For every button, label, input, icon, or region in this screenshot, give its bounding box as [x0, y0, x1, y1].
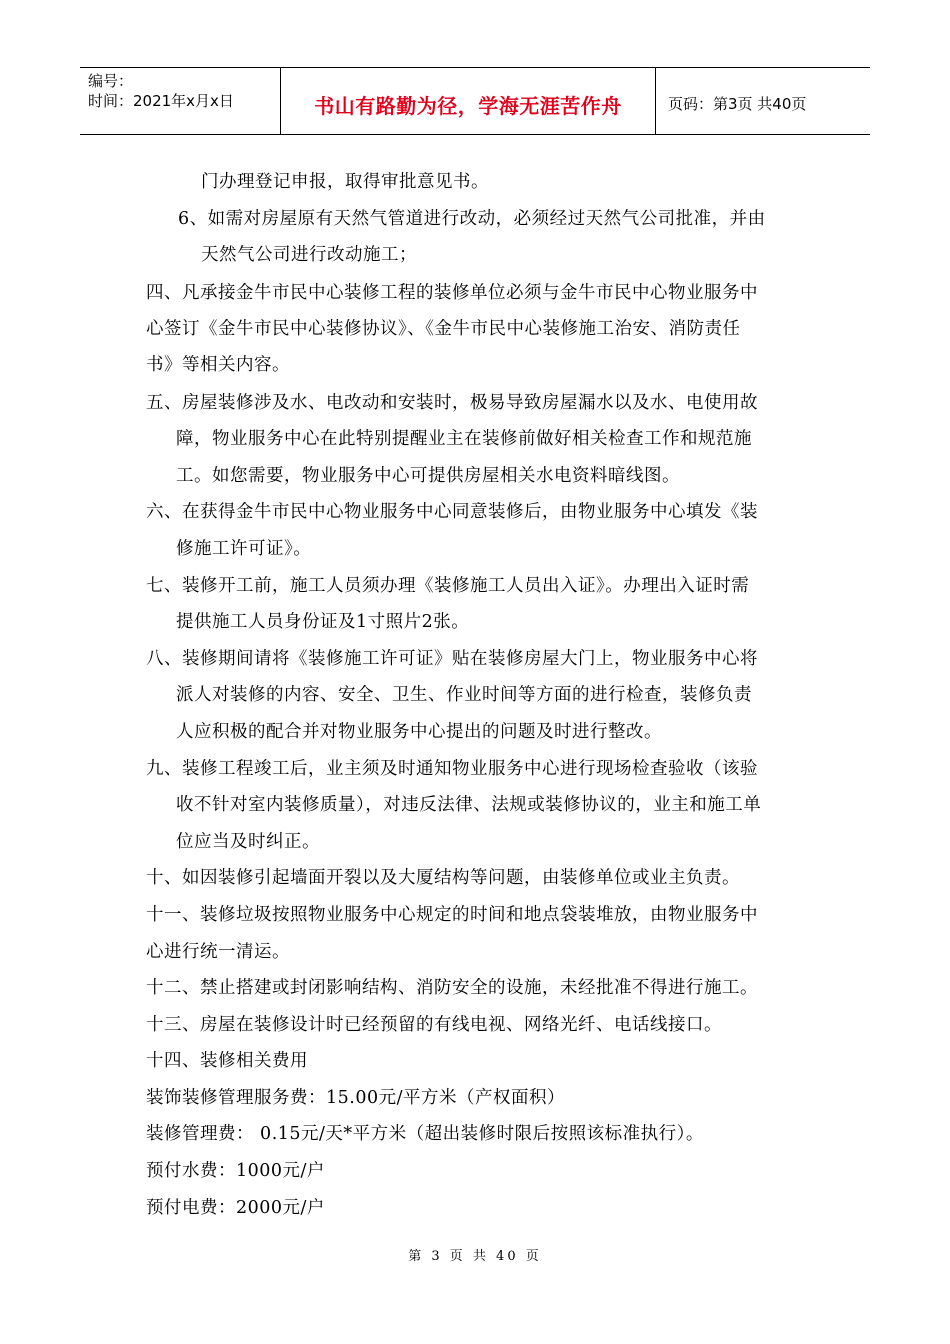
body-line: 十二、禁止搭建或封闭影响结构、消防安全的设施，未经批准不得进行施工。 [146, 978, 758, 998]
body-line: 人应积极的配合并对物业服务中心提出的问题及时进行整改。 [176, 722, 662, 742]
body-line: 九、装修工程竣工后，业主须及时通知物业服务中心进行现场检查验收（该验 [146, 759, 758, 779]
body-line: 6、如需对房屋原有天然气管道进行改动，必须经过天然气公司批准，并由 [178, 209, 766, 229]
body-line: 十四、装修相关费用 [146, 1051, 308, 1071]
body-line: 工。如您需要，物业服务中心可提供房屋相关水电资料暗线图。 [176, 466, 680, 486]
page-header [80, 67, 870, 135]
header-page-number: 页码：第3页 共40页 [668, 94, 807, 113]
body-line: 五、房屋装修涉及水、电改动和安装时，极易导致房屋漏水以及水、电使用故 [146, 393, 758, 413]
body-line: 书》等相关内容。 [146, 355, 290, 375]
body-line: 四、凡承接金牛市民中心装修工程的装修单位必须与金牛市民中心物业服务中 [146, 283, 758, 303]
body-line: 预付水费：1000元/户 [146, 1161, 325, 1181]
body-line: 六、在获得金牛市民中心物业服务中心同意装修后，由物业服务中心填发《装 [146, 502, 758, 522]
body-line: 收不针对室内装修质量），对违反法律、法规或装修协议的，业主和施工单 [176, 795, 762, 815]
body-line: 十三、房屋在装修设计时已经预留的有线电视、网络光纤、电话线接口。 [146, 1015, 722, 1035]
body-line: 天然气公司进行改动施工； [201, 245, 417, 265]
header-motto: 书山有路勤为径，学海无涯苦作舟 [314, 93, 622, 118]
body-line: 心签订《金牛市民中心装修协议》、《金牛市民中心装修施工治安、消防责任 [146, 319, 741, 339]
header-page-cell [656, 68, 870, 134]
header-motto-cell [281, 68, 656, 134]
body-line: 心进行统一清运。 [146, 942, 290, 962]
date-label: 时间：2021年x月x日 [88, 92, 234, 110]
body-line: 门办理登记申报，取得审批意见书。 [201, 172, 489, 192]
body-line: 派人对装修的内容、安全、卫生、作业时间等方面的进行检查，装修负责 [176, 685, 752, 705]
body-line: 八、装修期间请将《装修施工许可证》贴在装修房屋大门上，物业服务中心将 [146, 649, 758, 669]
page-footer: 第 3 页 共 40 页 [408, 1249, 542, 1264]
body-line: 预付电费：2000元/户 [146, 1198, 325, 1218]
body-line: 障，物业服务中心在此特别提醒业主在装修前做好相关检查工作和规范施 [176, 429, 752, 449]
body-line: 修施工许可证》。 [176, 539, 312, 559]
serial-number-label: 编号： [88, 72, 134, 90]
header-meta [80, 68, 281, 134]
body-line: 提供施工人员身份证及1寸照片2张。 [176, 612, 470, 632]
body-line: 装饰装修管理服务费：15.00元/平方米（产权面积） [146, 1088, 565, 1108]
body-line: 十、如因装修引起墙面开裂以及大厦结构等问题，由装修单位或业主负责。 [146, 868, 740, 888]
body-line: 十一、装修垃圾按照物业服务中心规定的时间和地点袋装堆放，由物业服务中 [146, 905, 758, 925]
body-line: 装修管理费： 0.15元/天*平方米（超出装修时限后按照该标准执行）。 [146, 1124, 704, 1144]
body-line: 七、装修开工前，施工人员须办理《装修施工人员出入证》。办理出入证时需 [146, 576, 750, 596]
body-line: 位应当及时纠正。 [176, 832, 320, 852]
